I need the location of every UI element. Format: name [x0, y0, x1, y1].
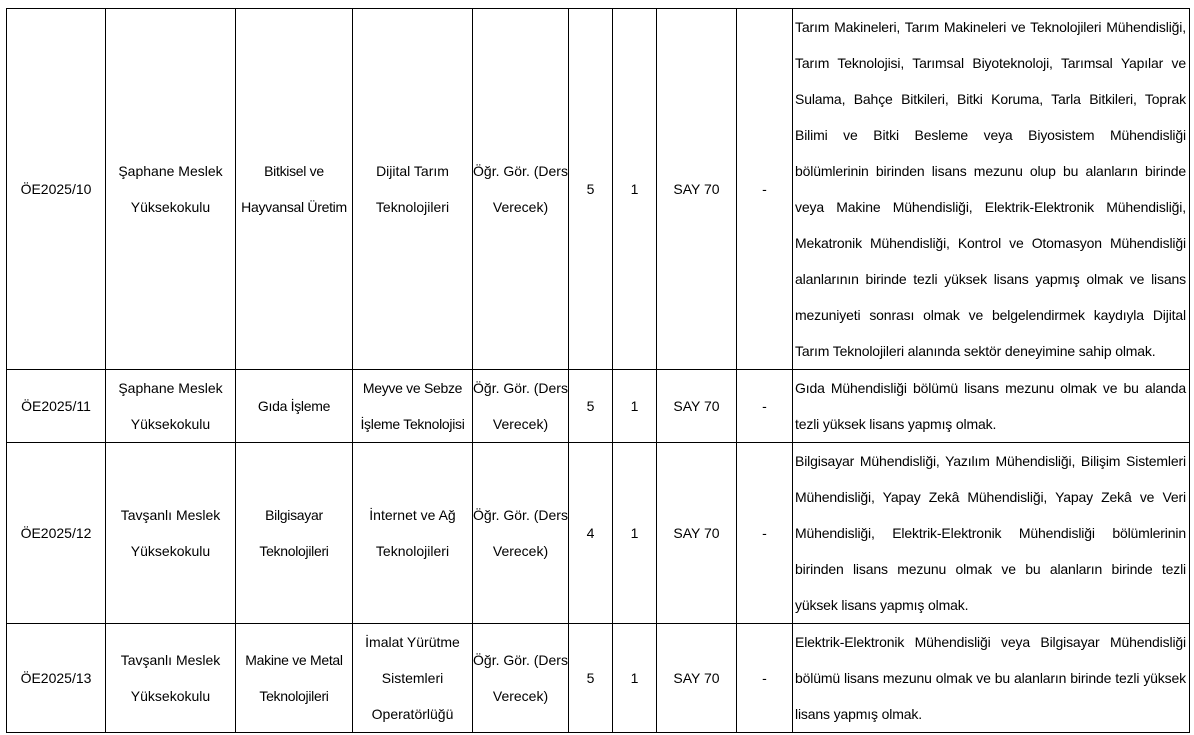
degree-value: 5: [569, 624, 613, 733]
exam-score: SAY 70: [657, 443, 737, 624]
program-name: İnternet ve Ağ Teknolojileri: [353, 443, 473, 624]
program-name: İmalat Yürütme Sistemleri Operatörlüğü: [353, 624, 473, 733]
department-name: Makine ve Metal Teknolojileri: [236, 624, 353, 733]
table-row: [7, 370, 1190, 443]
unit-name: Tavşanlı Meslek Yüksekokulu: [106, 624, 236, 733]
exam-score: SAY 70: [657, 9, 737, 370]
degree-value: 5: [569, 9, 613, 370]
staff-title: Öğr. Gör. (Ders Verecek): [473, 370, 569, 443]
requirement-text: Bilgisayar Mühendisliği, Yazılım Mühendisliği, Bilişim Sistemleri Mühendisliği, Yapay Zekâ Mühendisliği, Yapay Zekâ ve Veri Mühendisliği, Elektrik-Elektronik Mühendisliği bölümlerinin birinden lisans mezunu olmak ve bu alanların birinde tezli yüksek lisans yapmış olmak.: [793, 443, 1190, 624]
staff-title: Öğr. Gör. (Ders Verecek): [473, 443, 569, 624]
position-count: 1: [613, 370, 657, 443]
program-name: Meyve ve Sebze İşleme Teknolojisi: [353, 370, 473, 443]
unit-name: Şaphane Meslek Yüksekokulu: [106, 9, 236, 370]
staff-title: Öğr. Gör. (Ders Verecek): [473, 9, 569, 370]
table-row: [7, 443, 1190, 624]
table-row: [7, 9, 1190, 370]
department-name: Gıda İşleme: [236, 370, 353, 443]
unit-name: Şaphane Meslek Yüksekokulu: [106, 370, 236, 443]
staff-title: Öğr. Gör. (Ders Verecek): [473, 624, 569, 733]
position-code: ÖE2025/13: [7, 624, 106, 733]
exam-score: SAY 70: [657, 370, 737, 443]
other-value: -: [737, 443, 793, 624]
department-name: Bilgisayar Teknolojileri: [236, 443, 353, 624]
positions-table: [6, 8, 1190, 733]
position-code: ÖE2025/10: [7, 9, 106, 370]
position-count: 1: [613, 624, 657, 733]
requirement-text: Gıda Mühendisliği bölümü lisans mezunu olmak ve bu alanda tezli yüksek lisans yapmış olmak.: [793, 370, 1190, 443]
table-row: [7, 624, 1190, 733]
degree-value: 4: [569, 443, 613, 624]
degree-value: 5: [569, 370, 613, 443]
program-name: Dijital Tarım Teknolojileri: [353, 9, 473, 370]
exam-score: SAY 70: [657, 624, 737, 733]
unit-name: Tavşanlı Meslek Yüksekokulu: [106, 443, 236, 624]
position-code: ÖE2025/12: [7, 443, 106, 624]
position-code: ÖE2025/11: [7, 370, 106, 443]
position-count: 1: [613, 443, 657, 624]
department-name: Bitkisel ve Hayvansal Üretim: [236, 9, 353, 370]
other-value: -: [737, 370, 793, 443]
position-count: 1: [613, 9, 657, 370]
other-value: -: [737, 624, 793, 733]
other-value: -: [737, 9, 793, 370]
requirement-text: Elektrik-Elektronik Mühendisliği veya Bilgisayar Mühendisliği bölümü lisans mezunu olmak ve bu alanların birinde tezli yüksek lisans yapmış olmak.: [793, 624, 1190, 733]
requirement-text: Tarım Makineleri, Tarım Makineleri ve Teknolojileri Mühendisliği, Tarım Teknolojisi, Tarımsal Biyoteknoloji, Tarımsal Yapılar ve Sulama, Bahçe Bitkileri, Bitki Koruma, Tarla Bitkileri, Toprak Bilimi ve Bitki Besleme veya Biyosistem Mühendisliği bölümlerinin birinden lisans mezunu olup bu alanların birinde veya Makine Mühendisliği, Elektrik-Elektronik Mühendisliği, Mekatronik Mühendisliği, Kontrol ve Otomasyon Mühendisliği alanlarının birinde tezli yüksek lisans yapmış olmak ve lisans mezuniyeti sonrası olmak ve belgelendirmek kaydıyla Dijital Tarım Teknolojileri alanında sektör deneyimine sahip olmak.: [793, 9, 1190, 370]
